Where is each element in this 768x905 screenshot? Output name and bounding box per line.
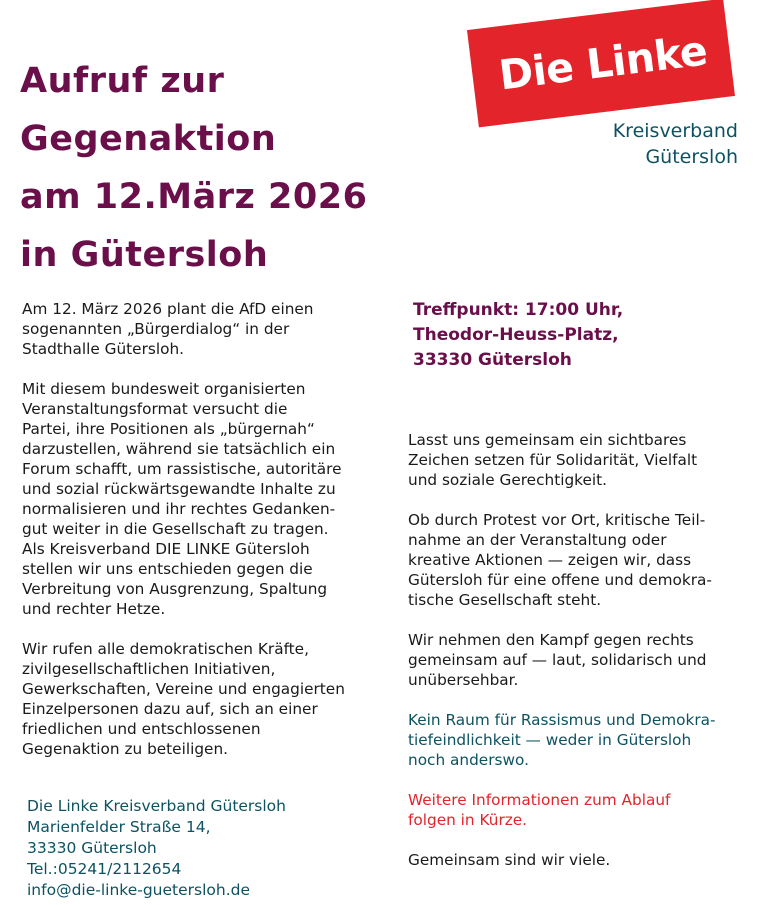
headline-line: Gegenaktion bbox=[20, 119, 277, 159]
text-line: sogenannten „Bürgerdialog“ in der bbox=[22, 320, 290, 338]
text-line: gut weiter in die Gesellschaft zu tragen. bbox=[22, 520, 329, 538]
text-line: und soziale Gerechtigkeit. bbox=[408, 471, 607, 489]
text-line: Einzelpersonen dazu auf, sich an einer bbox=[22, 700, 318, 718]
text-line: und rechter Hetze. bbox=[22, 600, 166, 618]
text-line: Stadthalle Gütersloh. bbox=[22, 340, 185, 358]
text-line: Als Kreisverband DIE LINKE Gütersloh bbox=[22, 540, 310, 558]
contact-city: 33330 Gütersloh bbox=[27, 839, 157, 857]
meeting-point-line: 33330 Gütersloh bbox=[413, 350, 572, 370]
text-line: unübersehbar. bbox=[408, 671, 519, 689]
contact-street: Marienfelder Straße 14, bbox=[27, 818, 211, 836]
text-line: Weitere Informationen zum Ablauf bbox=[408, 791, 671, 809]
headline-line: in Gütersloh bbox=[20, 235, 269, 275]
text-line: Forum schafft, um rassistische, autoritäre bbox=[22, 460, 342, 478]
text-line: folgen in Kürze. bbox=[408, 811, 528, 829]
protest-paragraph bbox=[408, 510, 764, 610]
org-name-line: Gütersloh bbox=[645, 146, 738, 168]
text-line: friedlichen und entschlossenen bbox=[22, 720, 261, 738]
text-line: tische Gesellschaft steht. bbox=[408, 591, 602, 609]
text-line: Zeichen setzen für Solidarität, Vielfalt bbox=[408, 451, 698, 469]
text-line: Ob durch Protest vor Ort, kritische Teil- bbox=[408, 511, 706, 529]
contact-email: info@die-linke-guetersloh.de bbox=[27, 881, 251, 899]
text-line: noch anderswo. bbox=[408, 751, 529, 769]
text-line: Gemeinsam sind wir viele. bbox=[408, 851, 611, 869]
text-line: Gütersloh für eine offene und demokra- bbox=[408, 571, 712, 589]
headline-line: Aufruf zur bbox=[20, 61, 225, 101]
contact-phone: Tel.:05241/2112654 bbox=[27, 860, 182, 878]
org-name-line: Kreisverband bbox=[612, 120, 738, 142]
text-line: Verbreitung von Ausgrenzung, Spaltung bbox=[22, 580, 328, 598]
left-column bbox=[22, 299, 392, 779]
fight-paragraph bbox=[408, 630, 764, 690]
text-line: und sozial rückwärtsgewandte Inhalte zu bbox=[22, 480, 336, 498]
text-line: tiefeindlichkeit — weder in Gütersloh bbox=[408, 731, 692, 749]
context-paragraph bbox=[22, 379, 392, 619]
no-racism-paragraph bbox=[408, 710, 764, 770]
text-line: Wir nehmen den Kampf gegen rechts bbox=[408, 631, 694, 649]
text-line: Veranstaltungsformat versucht die bbox=[22, 400, 288, 418]
text-line: Am 12. März 2026 plant die AfD einen bbox=[22, 300, 314, 318]
contact-block bbox=[27, 796, 387, 901]
contact-org: Die Linke Kreisverband Gütersloh bbox=[27, 797, 286, 815]
text-line: Gegenaktion zu beteiligen. bbox=[22, 740, 229, 758]
text-line: kreative Aktionen — zeigen wir, dass bbox=[408, 551, 692, 569]
party-logo-text: Die Linke bbox=[496, 26, 710, 100]
text-line: nahme an der Veranstaltung oder bbox=[408, 531, 667, 549]
text-line: gemeinsam auf — laut, solidarisch und bbox=[408, 651, 707, 669]
text-line: Mit diesem bundesweit organisierten bbox=[22, 380, 306, 398]
org-name bbox=[560, 118, 738, 170]
text-line: Partei, ihre Positionen als „bürgernah“ bbox=[22, 420, 315, 438]
headline-line: am 12.März 2026 bbox=[20, 177, 368, 217]
meeting-point bbox=[413, 298, 753, 373]
text-line: Kein Raum für Rassismus und Demokra- bbox=[408, 711, 716, 729]
text-line: Lasst uns gemeinsam ein sichtbares bbox=[408, 431, 687, 449]
text-line: Gewerkschaften, Vereine und engagierten bbox=[22, 680, 345, 698]
text-line: normalisieren und ihr rechtes Gedanken- bbox=[22, 500, 336, 518]
text-line: zivilgesellschaftlichen Initiativen, bbox=[22, 660, 276, 678]
closing-paragraph bbox=[408, 850, 764, 870]
right-column bbox=[408, 430, 764, 890]
headline bbox=[20, 52, 460, 284]
solidarity-paragraph bbox=[408, 430, 764, 490]
meeting-point-line: Theodor-Heuss-Platz, bbox=[413, 325, 619, 345]
call-paragraph bbox=[22, 639, 392, 759]
more-info-paragraph bbox=[408, 790, 764, 830]
text-line: stellen wir uns entschieden gegen die bbox=[22, 560, 313, 578]
text-line: Wir rufen alle demokratischen Kräfte, bbox=[22, 640, 309, 658]
text-line: darzustellen, während sie tatsächlich ein bbox=[22, 440, 336, 458]
meeting-point-line: Treffpunkt: 17:00 Uhr, bbox=[413, 300, 624, 320]
intro-paragraph bbox=[22, 299, 392, 359]
